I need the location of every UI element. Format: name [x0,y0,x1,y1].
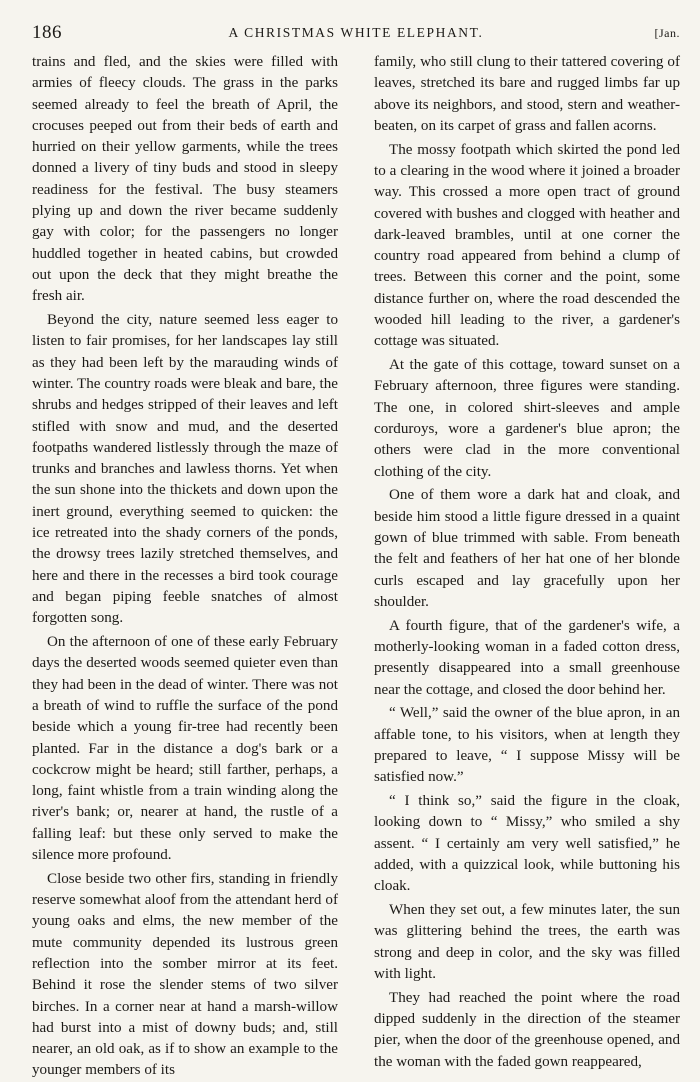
page-number: 186 [32,22,62,43]
paragraph: Close beside two other firs, standing in friendly reserve somewhat aloof from the attendant herd of young oaks and elms, the new member of the mute community depended its lustrous green reflection into the somber mirror at its feet. Behind it rose the slender stems of two silver birches. In a corner near at hand a marsh-willow had burst into a mist of downy buds; and, still nearer, an old oak, as if to show an example to the younger members of its [32,870,338,1079]
paragraph: A fourth figure, that of the gardener's wife, a motherly-looking woman in a faded cotton dress, presently disappeared into a small greenhouse near the cottage, and closed the door behind her. [374,617,680,698]
paragraph: trains and fled, and the skies were filled with armies of fleecy clouds. The grass in the parks seemed already to feel the breath of April, the crocuses peeped out from their beds of earth and hurried on their yellow garments, while the trees donned a livery of tiny buds and stood in sleepy readiness for the festival. The busy steamers plying up and down the river became suddenly gay with color; for the passengers no longer huddled together in heated cabins, but crowded out upon the deck that they might breathe the fresh air. [32,54,338,305]
running-head [32,22,680,44]
paragraph: At the gate of this cottage, toward sunset on a February afternoon, three figures were standing. The one, in colored shirt-sleeves and ample corduroys, wore a gardener's blue apron; the others were clad in the more conventional clothing of the city. [374,357,680,480]
issue-month: [Jan. [654,26,680,40]
paragraph: On the afternoon of one of these early February days the deserted woods seemed quieter even than they had been in the dead of winter. There was not a breath of wind to ruffle the surface of the pond beside which a young fir-tree had recently been planted. Far in the distance a dog's bark or a cockcrow might be heard; still farther, perhaps, a long, faint whistle from a train winding along the river's bank; or, nearer at hand, the rustle of a falling leaf: but these only served to make the silence more profound. [32,634,338,863]
running-title: A CHRISTMAS WHITE ELEPHANT. [228,25,484,40]
paragraph: “ I think so,” said the figure in the cloak, looking down to “ Missy,” who smiled a shy assent. “ I certainly am very well satisfied,” he added, with a quizzical look, while buttoning his cloak. [374,793,680,895]
paragraph: “ Well,” said the owner of the blue apron, in an affable tone, to his visitors, when at length they prepared to leave, “ I suppose Missy will be satisfied now.” [374,705,680,786]
paragraph: One of them wore a dark hat and cloak, and beside him stood a little figure dressed in a quaint gown of blue trimmed with sable. From beneath the felt and feathers of her hat one of her blonde curls escaped and lay gracefully upon her shoulder. [374,487,680,610]
paragraph: family, who still clung to their tattered covering of leaves, stretched its bare and rugged limbs far up above its neighbors, and stood, stern and weather-beaten, on its carpet of grass and fallen acorns. [374,54,680,134]
paragraph: They had reached the point where the road dipped suddenly in the direction of the steamer pier, when the door of the greenhouse opened, and the woman with the faded gown reappeared, [374,989,680,1070]
text-columns [32,52,680,1082]
paragraph: The mossy footpath which skirted the pond led to a clearing in the wood where it joined a broader way. This crossed a more open tract of ground covered with bushes and clogged with heather and dark-leaved brambles, until at one corner the country road appeared from behind a clump of trees. Between this corner and the point, some distance further on, where the road descended the wooded hill leading to the river, a gardener's cottage was situated. [374,141,680,350]
paragraph: Beyond the city, nature seemed less eager to listen to fair promises, for her landscapes lay still as they had been left by the marauding winds of winter. The country roads were bleak and bare, the shrubs and hedges stripped of their leaves and left stifled with snow and mud, and the deserted footpaths wandered listlessly through the maze of trunks and branches and lawless thorns. Yet when the sun shone into the thickets and down upon the inert ground, everything seemed to quicken: the ice retreated into the shady corners of the ponds, the drowsy trees lazily stretched themselves, and here and there in the recesses a bird took courage and began piping feeble snatches of almost forgotten song. [32,312,338,627]
left-column [32,52,338,1082]
paragraph: When they set out, a few minutes later, the sun was glittering behind the trees, the earth was strong and deep in color, and the sky was filled with light. [374,902,680,982]
right-column [374,52,680,1082]
